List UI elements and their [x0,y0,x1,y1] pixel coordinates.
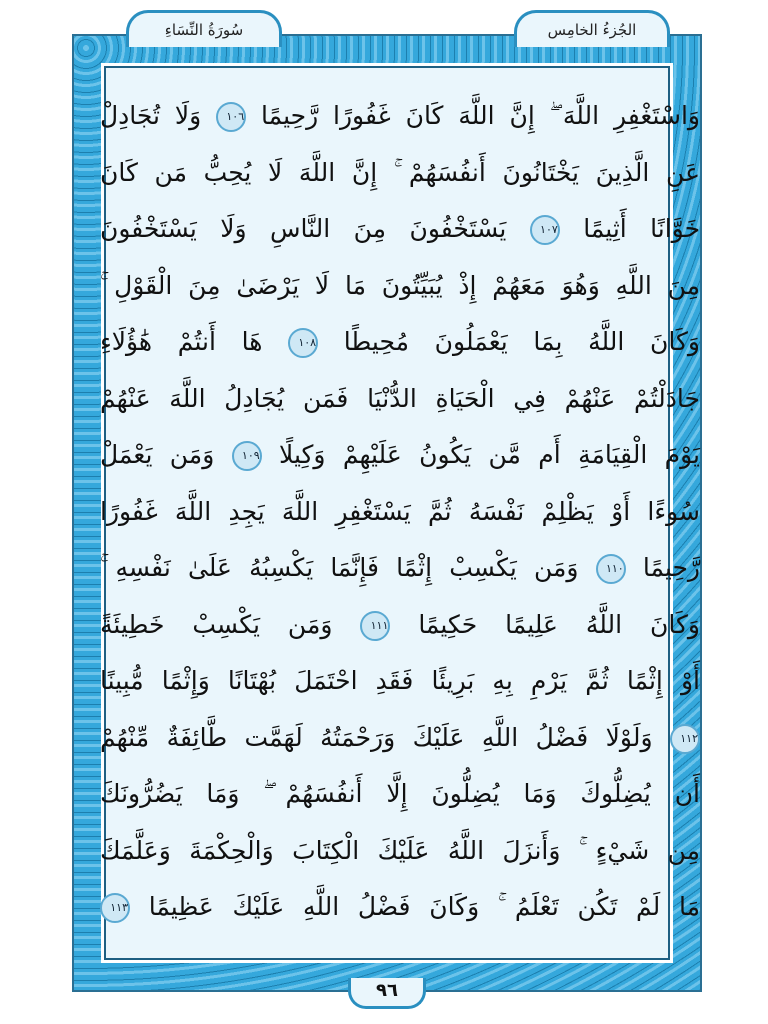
verse-line [100,540,700,597]
verse-text: وَلَوْلَا فَضْلُ اللَّهِ عَلَيْكَ وَرَحْمَتُهُ لَهَمَّت طَّائِفَةٌ مِّنْهُمْ [100,722,653,752]
verse-text: وَمَن يَكْسِبْ خَطِيئَةً [100,609,333,639]
verse-text: عَنِ الَّذِينَ يَخْتَانُونَ أَنفُسَهُمْ ۚ إِنَّ اللَّهَ لَا يُحِبُّ مَن كَانَ [100,157,700,187]
verse-text: أَن يُضِلُّوكَ وَمَا يُضِلُّونَ إِلَّا أَنفُسَهُمْ ۖ وَمَا يَضُرُّونَكَ [100,779,700,808]
verse-text: مِن شَيْءٍ ۚ وَأَنزَلَ اللَّهُ عَلَيْكَ الْكِتَابَ وَالْحِكْمَةَ وَعَلَّمَكَ [100,835,700,865]
verse-text: سُوءًا أَوْ يَظْلِمْ نَفْسَهُ ثُمَّ يَسْتَغْفِرِ اللَّهَ يَجِدِ اللَّهَ غَفُورًا [100,496,700,526]
verse-text: مِنَ اللَّهِ وَهُوَ مَعَهُمْ إِذْ يُبَيِّتُونَ مَا لَا يَرْضَىٰ مِنَ الْقَوْلِ ۚ [100,270,700,300]
verse-text: وَمَن يَعْمَلْ [100,440,215,469]
ayah-number-marker: ١٠٨ [288,328,318,358]
verse-text: يَوْمَ الْقِيَامَةِ أَم مَّن يَكُونُ عَلَيْهِمْ وَكِيلًا [279,440,700,469]
verse-line [100,201,700,258]
verse-text: جَادَلْتُمْ عَنْهُمْ فِي الْحَيَاةِ الدُّنْيَا فَمَن يُجَادِلُ اللَّهَ عَنْهُمْ [100,383,700,413]
verse-text: وَاسْتَغْفِرِ اللَّهَ ۖ إِنَّ اللَّهَ كَانَ غَفُورًا رَّحِيمًا [261,101,700,130]
surah-label: سُورَةُ النِّسَاءِ [126,10,282,47]
verse-text: خَوَّانًا أَثِيمًا [583,214,701,243]
verse-text: وَكَانَ اللَّهُ بِمَا يَعْمَلُونَ مُحِيطًا [343,327,701,356]
ayah-number-marker: ١١٢ [670,724,700,754]
verse-line [100,653,700,710]
verse-line [100,710,700,767]
verse-line [100,88,700,145]
juz-label: الجُزءُ الخامِس [514,10,670,47]
ayah-number-marker: ١٠٩ [232,441,262,471]
verse-text: رَّحِيمًا [642,553,700,582]
verse-line [100,823,700,880]
ayah-number-marker: ١١٣ [100,893,130,923]
page-number: ٩٦ [348,978,426,1009]
ayah-number-marker: ١٠٦ [216,102,246,132]
verse-text: يَسْتَخْفُونَ مِنَ النَّاسِ وَلَا يَسْتَخْفُونَ [100,214,507,243]
ayah-number-marker: ١٠٧ [530,215,560,245]
verse-text: أَوْ إِثْمًا ثُمَّ يَرْمِ بِهِ بَرِيئًا فَقَدِ احْتَمَلَ بُهْتَانًا وَإِثْمًا مُّبِينًا [100,666,700,695]
ayah-number-marker: ١١٠ [596,554,626,584]
verse-text: مَا لَمْ تَكُن تَعْلَمُ ۚ وَكَانَ فَضْلُ اللَّهِ عَلَيْكَ عَظِيمًا [148,892,701,921]
ayah-number-marker: ١١١ [360,611,390,641]
verse-lines [100,88,700,936]
verse-line [100,597,700,654]
verse-line [100,371,700,428]
verse-text: وَمَن يَكْسِبْ إِثْمًا فَإِنَّمَا يَكْسِبُهُ عَلَىٰ نَفْسِهِ ۚ [100,553,579,582]
verse-text: وَلَا تُجَادِلْ [100,101,202,130]
verse-line [100,879,700,936]
verse-line [100,766,700,823]
verse-text: هَا أَنتُمْ هَٰؤُلَاءِ [100,327,263,356]
verse-line [100,427,700,484]
verse-line [100,484,700,541]
verse-line [100,258,700,315]
verse-line [100,314,700,371]
verse-line [100,145,700,202]
verse-text: وَكَانَ اللَّهُ عَلِيمًا حَكِيمًا [418,609,700,639]
